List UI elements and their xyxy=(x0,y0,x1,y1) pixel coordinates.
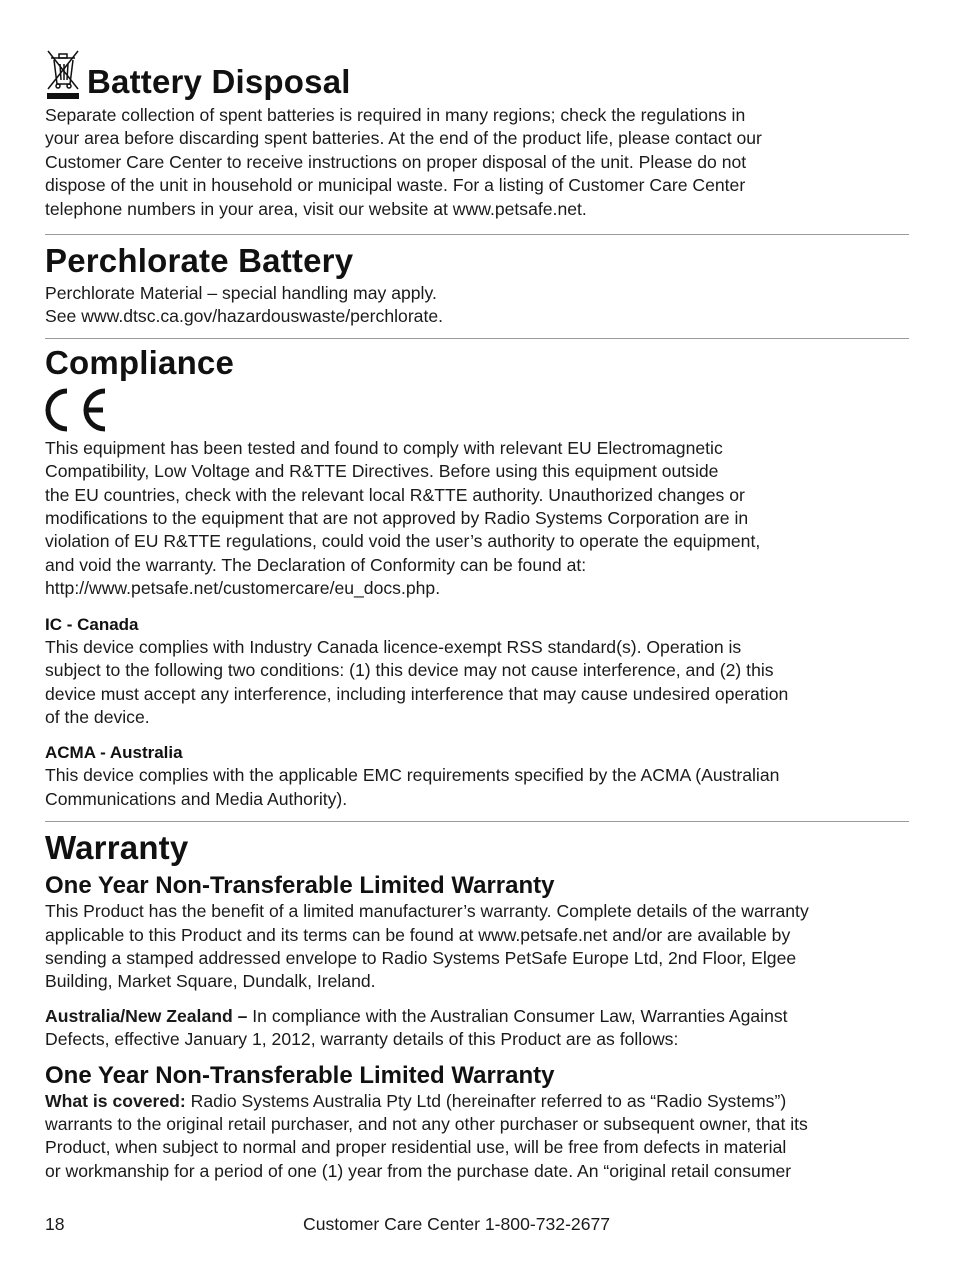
section-divider xyxy=(45,821,909,822)
anz-text: In compliance with the Australian Consumer Law, Warranties Against Defects, effective January 1, 2012, warranty details of this Product are as follows: xyxy=(45,1005,788,1050)
battery-disposal-title: Battery Disposal xyxy=(87,63,351,100)
manual-page xyxy=(45,44,909,1183)
battery-disposal-section xyxy=(45,44,909,221)
canada-heading: IC - Canada xyxy=(45,614,139,634)
compliance-body: This equipment has been tested and found to comply with relevant EU Electromagnetic Compatibility, Low Voltage and R&TTE Directives. Before using this equipment outside the EU countries, check with the relevant local R&TTE authority. Unauthorized changes or modifications to the equipment that are not approved by Radio Systems Corporation are in violation of EU R&TTE regulations, could void the user’s authority to operate the equipment, and void the warranty. The Declaration of Conformity can be found at: http://www.petsafe.net/customercare/eu_docs.php. xyxy=(45,437,761,599)
battery-disposal-heading-row xyxy=(45,44,909,100)
perchlorate-title: Perchlorate Battery xyxy=(45,242,354,280)
warranty-subheading: One Year Non-Transferable Limited Warranty xyxy=(45,1061,555,1089)
covered-label: What is covered: xyxy=(45,1090,186,1111)
perchlorate-body: Perchlorate Material – special handling may apply. See www.dtsc.ca.gov/hazardouswaste/perchlorate. xyxy=(45,283,444,327)
section-divider xyxy=(45,234,909,235)
canada-body: This device complies with Industry Canada licence-exempt RSS standard(s). Operation is subject to the following two conditions: (1) this device may not cause interference, and (2) this device must accept any interference, including interference that may cause undesired operation of the device. xyxy=(45,636,789,727)
section-divider xyxy=(45,338,909,339)
page-number: 18 xyxy=(45,1214,65,1234)
compliance-section xyxy=(45,345,909,811)
battery-disposal-body: Separate collection of spent batteries is required in many regions; check the regulations in your area before discarding spent batteries. At the end of the product life, please contact our Customer Care Center to receive instructions on proper disposal of the unit. Please do not dispose of the unit in household or municipal waste. For a listing of Customer Care Center telephone numbers in your area, visit our website at www.petsafe.net. xyxy=(45,105,762,219)
warranty-title: Warranty xyxy=(45,829,189,867)
australia-heading: ACMA - Australia xyxy=(45,743,183,763)
ce-mark-icon xyxy=(45,387,109,433)
warranty-subheading: One Year Non-Transferable Limited Warranty xyxy=(45,872,555,900)
anz-paragraph xyxy=(45,1005,909,1052)
covered-paragraph xyxy=(45,1090,909,1184)
covered-text: Radio Systems Australia Pty Ltd (hereinafter referred to as “Radio Systems”) warrants to the original retail purchaser, and not any other purchaser or subsequent owner, that its Product, when subject to normal and proper residential use, will be free from defects in material or workmanship for a period of one (1) year from the purchase date. An “original retail consumer xyxy=(45,1090,808,1181)
warranty-body: This Product has the benefit of a limited manufacturer’s warranty. Complete details of the warranty applicable to this Product and its terms can be found at www.petsafe.net and/or are available by sending a stamped addressed envelope to Radio Systems PetSafe Europe Ltd, 2nd Floor, Elgee Building, Market Square, Dundalk, Ireland. xyxy=(45,901,809,992)
perchlorate-section xyxy=(45,243,909,329)
crossed-out-wheelie-bin-icon xyxy=(45,48,81,100)
anz-label: Australia/New Zealand – xyxy=(45,1005,248,1026)
compliance-title: Compliance xyxy=(45,343,235,381)
customer-care-line: Customer Care Center 1-800-732-2677 xyxy=(303,1214,611,1234)
australia-body: This device complies with the applicable EMC requirements specified by the ACMA (Australian Communications and Media Authority). xyxy=(45,765,780,809)
warranty-section xyxy=(45,830,909,1183)
